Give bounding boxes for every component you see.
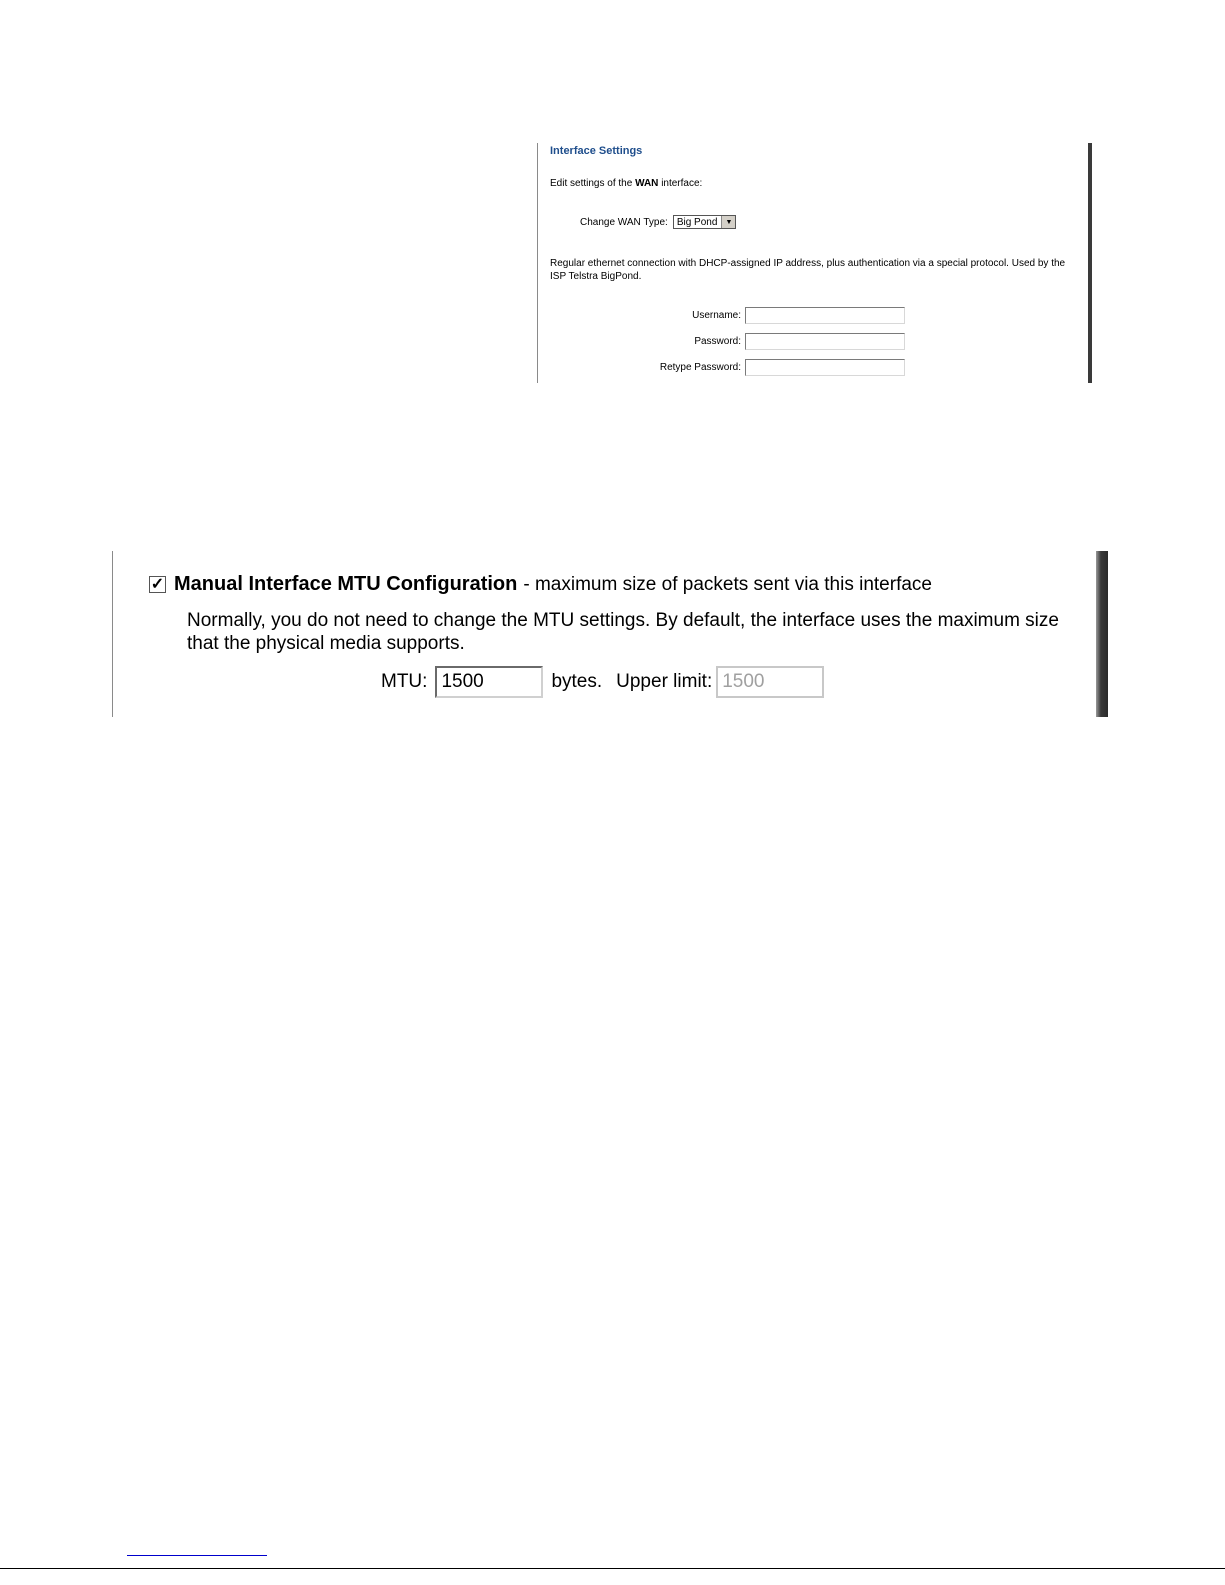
panel-title: Interface Settings: [550, 145, 643, 157]
interface-name: WAN: [635, 178, 659, 189]
wan-type-label: Change WAN Type:: [580, 216, 668, 228]
wan-type-value: Big Pond: [676, 216, 718, 228]
retype-password-input[interactable]: [745, 359, 905, 376]
password-input[interactable]: [745, 333, 905, 350]
mtu-label: MTU:: [381, 671, 428, 692]
panel-right-border: [1088, 143, 1092, 383]
interface-settings-panel: [537, 143, 1092, 383]
mtu-manual-checkbox[interactable]: [149, 576, 166, 593]
bytes-label: bytes.: [551, 671, 603, 692]
wan-type-description: Regular ethernet connection with DHCP-assigned IP address, plus authentication via a special protocol. Used by the ISP Telstra BigPond.: [550, 258, 1066, 282]
username-input[interactable]: [745, 307, 905, 324]
retype-password-row: [538, 358, 905, 376]
wan-type-select[interactable]: [673, 215, 737, 229]
mtu-input[interactable]: [435, 666, 543, 698]
panel-right-border: [1096, 551, 1108, 717]
footnote-separator: [127, 1555, 267, 1556]
wan-type-row: [580, 215, 736, 229]
password-label: Password:: [694, 335, 741, 347]
upper-limit-input: [716, 666, 824, 698]
username-label: Username:: [692, 309, 741, 321]
edit-settings-text: Edit settings of the WAN interface:: [550, 178, 703, 189]
chevron-down-icon[interactable]: ▼: [721, 216, 735, 228]
mtu-header: [149, 573, 932, 596]
mtu-row: [381, 666, 824, 698]
retype-password-label: Retype Password:: [659, 361, 741, 373]
mtu-title: Manual Interface MTU Configuration: [174, 573, 518, 595]
page-bottom-rule: [0, 1568, 1225, 1569]
mtu-subtitle: - maximum size of packets sent via this interface: [523, 573, 932, 595]
username-row: [538, 306, 905, 324]
mtu-config-panel: [112, 551, 1108, 717]
mtu-description: Normally, you do not need to change the MTU settings. By default, the interface uses the maximum size that the physical media supports.: [187, 610, 1059, 654]
password-row: [538, 332, 905, 350]
upper-limit-label: Upper limit:: [616, 671, 713, 692]
checkmark-icon: ✓: [150, 575, 165, 593]
